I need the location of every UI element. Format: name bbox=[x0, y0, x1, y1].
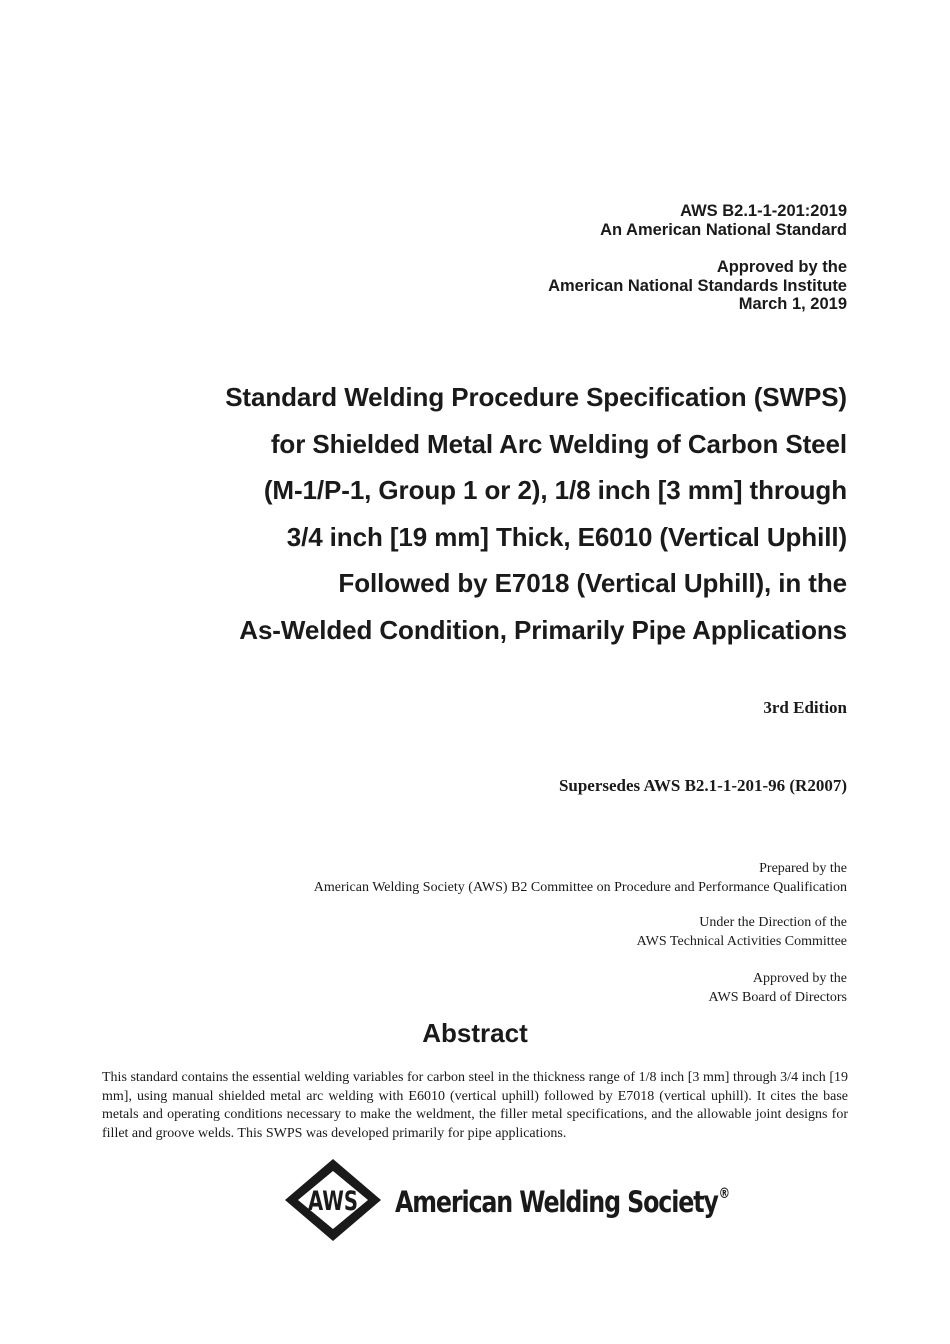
title-line: 3/4 inch [19 mm] Thick, E6010 (Vertical Uphill) bbox=[286, 521, 847, 552]
prepared-by-label: Prepared by the bbox=[759, 861, 847, 876]
aws-logo bbox=[278, 1155, 729, 1245]
board-approval-block bbox=[709, 970, 847, 1007]
logo-mark-text: AWS bbox=[308, 1186, 358, 1217]
abstract-body: This standard contains the essential welding variables for carbon steel in the thickness range of 1/8 inch [3 mm] through 3/4 inch [19 mm], using manual shielded metal arc welding with E6010 (vertical uphill) followed by E7018 (vertical uphill). It cites the base metals and operating conditions necessary to make the weldment, the filler metal specifications, and the allowable joint designs for fillet and groove welds. This SWPS was developed primarily for pipe applications. bbox=[102, 1070, 848, 1141]
title-line: for Shielded Metal Arc Welding of Carbon Steel bbox=[270, 428, 847, 459]
society-name bbox=[395, 1185, 729, 1219]
committee-name: American Welding Society (AWS) B2 Committee on Procedure and Performance Qualification bbox=[313, 879, 847, 895]
edition-label: 3rd Edition bbox=[763, 698, 847, 717]
society-name-text: American Welding Society bbox=[395, 1185, 718, 1219]
direction-block bbox=[637, 914, 847, 951]
direction-label: Under the Direction of the bbox=[699, 915, 847, 930]
board-name: AWS Board of Directors bbox=[708, 989, 847, 1005]
ansi-approval-block bbox=[548, 258, 847, 314]
title-line: As-Welded Condition, Primarily Pipe Applications bbox=[239, 614, 847, 645]
aws-diamond-logo-icon bbox=[278, 1155, 388, 1245]
title-line: Standard Welding Procedure Specification (SWPS) bbox=[225, 382, 847, 412]
abstract-heading: Abstract bbox=[422, 1018, 528, 1048]
title-line: Followed by E7018 (Vertical Uphill), in the bbox=[338, 568, 847, 598]
standard-designation-block bbox=[600, 202, 847, 239]
approval-date: March 1, 2019 bbox=[738, 295, 847, 313]
standard-type: An American National Standard bbox=[600, 220, 847, 239]
technical-committee-name: AWS Technical Activities Committee bbox=[636, 933, 847, 949]
document-title bbox=[225, 374, 847, 653]
registered-mark: ® bbox=[718, 1186, 729, 1203]
approved-by-label: Approved by the bbox=[716, 258, 847, 276]
approving-institute: American National Standards Institute bbox=[548, 276, 847, 295]
supersedes-label: Supersedes AWS B2.1-1-201-96 (R2007) bbox=[558, 776, 847, 795]
standard-designation: AWS B2.1-1-201:2019 bbox=[680, 202, 847, 220]
title-line: (M-1/P-1, Group 1 or 2), 1/8 inch [3 mm] through bbox=[263, 475, 847, 505]
board-approved-by-label: Approved by the bbox=[752, 971, 847, 986]
prepared-by-block bbox=[314, 860, 847, 897]
